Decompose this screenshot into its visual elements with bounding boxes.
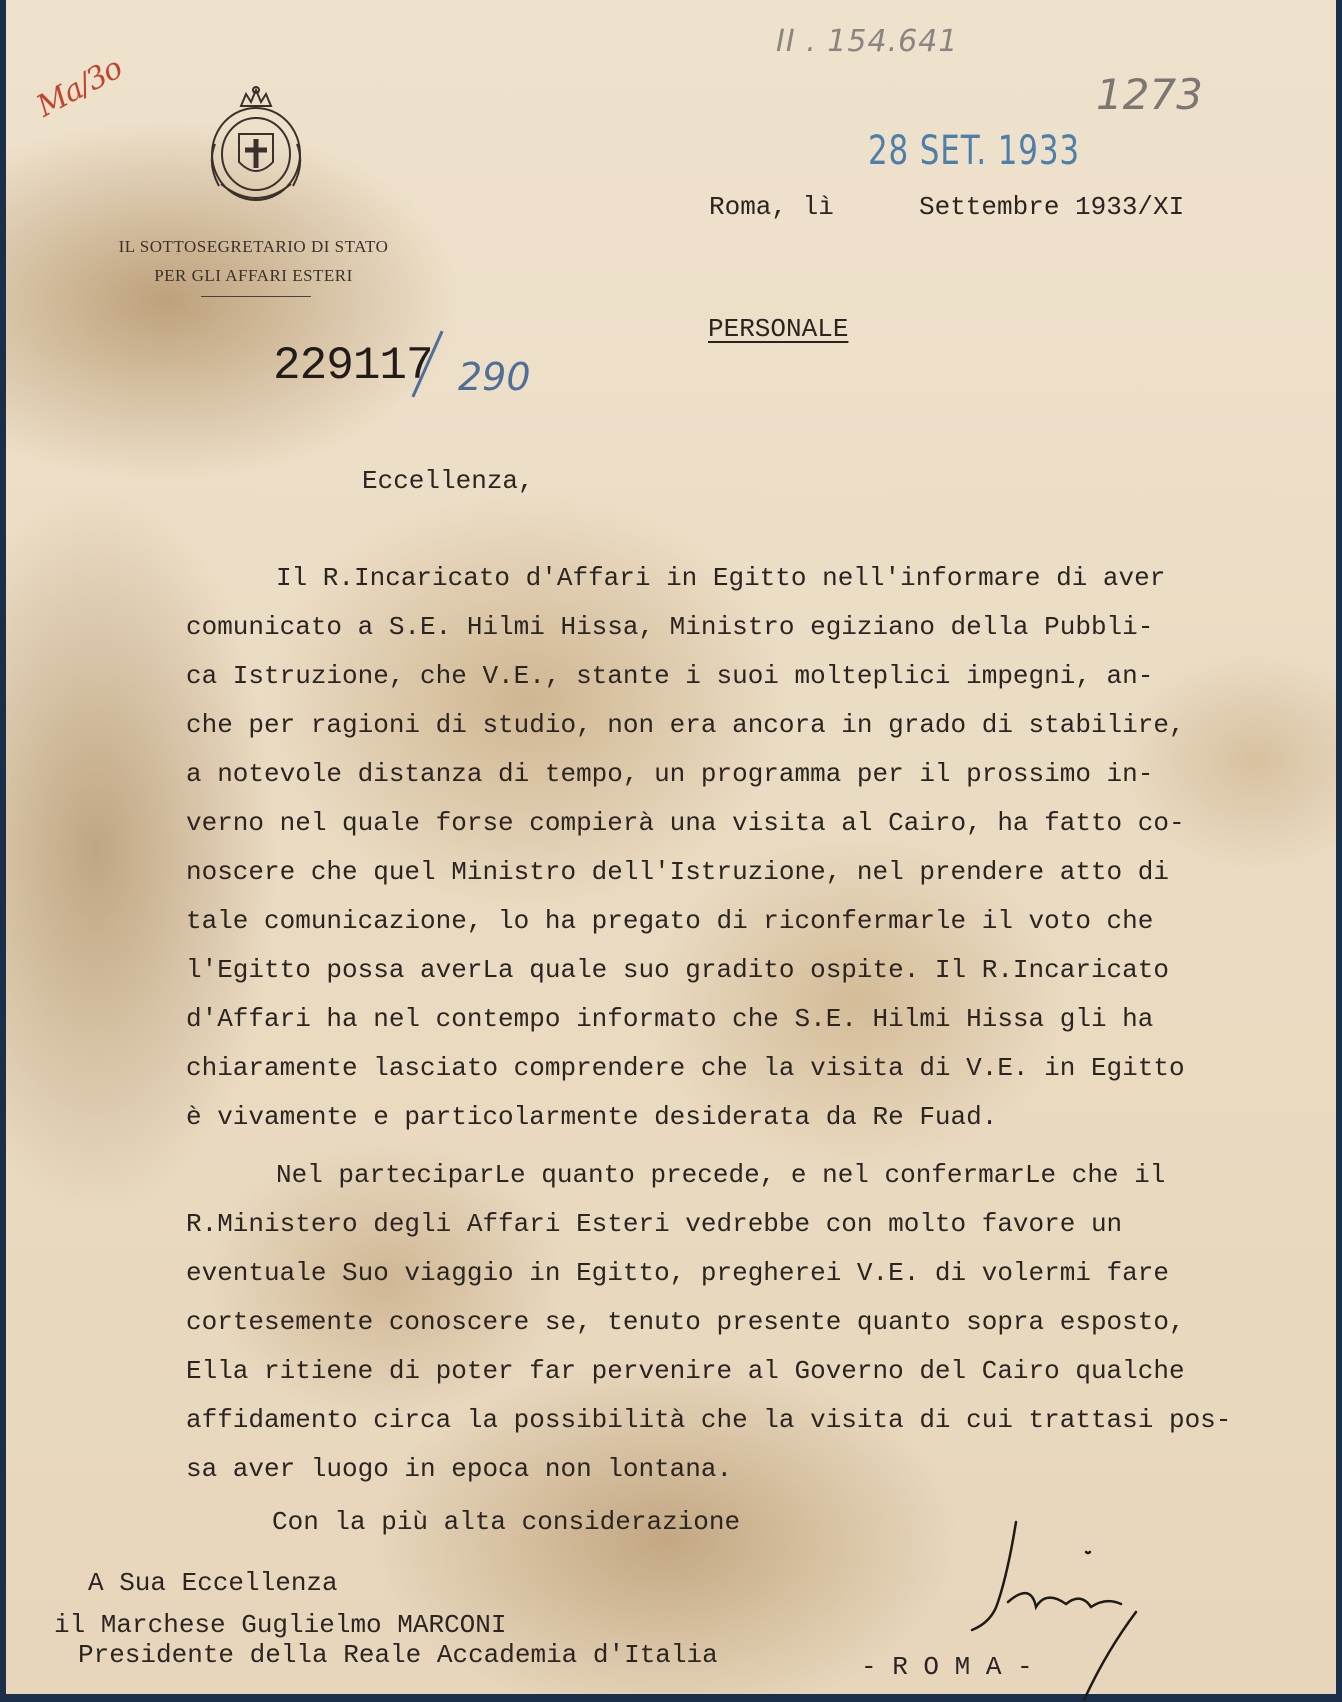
dateline-date: Settembre 1933/XI	[919, 192, 1185, 222]
protocol-suffix: 290	[458, 355, 531, 399]
closing: Con la più alta considerazione	[272, 1507, 741, 1537]
pencil-reference-number: II . 154.641	[776, 24, 959, 59]
body-line: tale comunicazione, lo ha pregato di riconfermarle il voto che	[186, 906, 1154, 936]
addressee-line-2: il Marchese Guglielmo MARCONI	[54, 1610, 507, 1640]
coat-of-arms-icon	[201, 84, 311, 214]
classification-heading: PERSONALE	[708, 314, 849, 344]
addressee-line-3: Presidente della Reale Accademia d'Italia	[78, 1640, 718, 1670]
letter-page	[6, 0, 1336, 1694]
pencil-archive-number: 1273	[1096, 70, 1203, 119]
letterhead	[76, 232, 431, 290]
addressee-line-1: A Sua Eccellenza	[88, 1568, 338, 1598]
red-handwritten-mark: Ma/3o	[31, 50, 128, 125]
received-date-stamp: 28 SET. 1933	[868, 128, 1080, 174]
letterhead-line-1: IL SOTTOSEGRETARIO DI STATO	[118, 237, 389, 256]
body-line: cortesemente conoscere se, tenuto presente quanto sopra esposto,	[186, 1307, 1185, 1337]
body-line: Il R.Incaricato d'Affari in Egitto nell'informare di aver	[276, 563, 1166, 593]
body-line: è vivamente e particolarmente desiderata da Re Fuad.	[186, 1102, 998, 1132]
body-line: ca Istruzione, che V.E., stante i suoi molteplici impegni, an-	[186, 661, 1154, 691]
body-line: comunicato a S.E. Hilmi Hissa, Ministro egiziano della Pubbli-	[186, 612, 1154, 642]
body-line: d'Affari ha nel contempo informato che S.E. Hilmi Hissa gli ha	[186, 1004, 1154, 1034]
addressee-city: - R O M A -	[861, 1652, 1033, 1682]
body-line: chiaramente lasciato comprendere che la visita di V.E. in Egitto	[186, 1053, 1185, 1083]
body-line: noscere che quel Ministro dell'Istruzione, nel prendere atto di	[186, 857, 1169, 887]
body-line: verno nel quale forse compierà una visita al Cairo, ha fatto co-	[186, 808, 1185, 838]
body-line: Ella ritiene di poter far pervenire al Governo del Cairo qualche	[186, 1356, 1185, 1386]
body-line: eventuale Suo viaggio in Egitto, pregherei V.E. di volermi fare	[186, 1258, 1169, 1288]
letterhead-divider	[201, 296, 311, 297]
body-line: sa aver luogo in epoca non lontana.	[186, 1454, 733, 1484]
body-line: Nel parteciparLe quanto precede, e nel confermarLe che il	[276, 1160, 1166, 1190]
body-line: l'Egitto possa averLa quale suo gradito ospite. Il R.Incaricato	[186, 955, 1169, 985]
salutation: Eccellenza,	[362, 466, 534, 496]
body-line: a notevole distanza di tempo, un programma per il prossimo in-	[186, 759, 1154, 789]
dateline-place: Roma, lì	[709, 192, 834, 222]
body-line: che per ragioni di studio, non era ancora in grado di stabilire,	[186, 710, 1185, 740]
body-line: R.Ministero degli Affari Esteri vedrebbe con molto favore un	[186, 1209, 1123, 1239]
body-line: affidamento circa la possibilità che la visita di cui trattasi pos-	[186, 1405, 1232, 1435]
protocol-number: 229117	[273, 340, 433, 392]
letterhead-line-2: PER GLI AFFARI ESTERI	[154, 266, 353, 285]
